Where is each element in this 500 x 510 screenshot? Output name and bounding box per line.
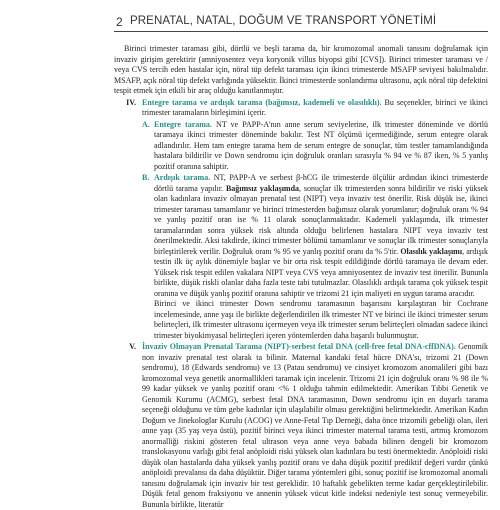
section-iv bbox=[114, 98, 488, 119]
running-header bbox=[104, 0, 500, 40]
header-rule bbox=[114, 31, 488, 32]
section-iv-title: Entegre tarama ve ardışık tarama (bağımsız, kademeli ve olasılıklı). bbox=[142, 97, 382, 107]
section-v bbox=[114, 342, 488, 510]
subsection-label: A. bbox=[142, 119, 150, 129]
subsection-a-text bbox=[154, 120, 488, 173]
subsection-b-text bbox=[154, 173, 488, 299]
subsection-b-body: , sonuçlar ilk trimesterden sonra bildirilir ve riski yüksek olan kadınlara invaziv olmayan prenatal test (NIPT) veya invaziv test önerilir. Risk düşük ise, ikinci trimester taraması tamamlanır ve birinci trimesterden bağımsız olarak yorumlanır; doğruluk oranı % 94 ve yanlış pozitif oran ise % 11 olarak sonuçlanmaktadır. Kademeli yaklaşımda, ilk trimester taramalarından sonra yüksek risk altında olduğu belirlenen hastalara NIPT veya invaziv test önerilmektedir. Aksi takdirde, ikinci trimester bölümü tamamlanır ve sonuçlar ilk trimester sonuçlarıyla birleştirilerek verilir. Doğruluk oranı % 95 ve yanlış pozitif oranı da % 5'tir. bbox=[154, 183, 488, 256]
section-number: IV. bbox=[126, 97, 136, 107]
section-v-body: Genomik non invaziv prenatal test olarak ta bilinir. Maternal kandaki fetal hücre DNA'sı, trizomi 21 (Down sendromu), 18 (Edwards sendromu) ve 13 (Patau sendromu) ve cinsiyet kromozom anomalileri gibi bazı kromozomal veya genetik anormallikleri taramak için incelenir. Trizomi 21 için doğruluk oranı % 98 ile % 99 kadar yüksek ve yanlış pozitif oranı <% 1 olduğu tahmin edilmektedir. Amerikan Tıbbi Genetik ve Genomik Kurumu (ACMG), serbest fetal DNA taramasının, Down sendromu için en duyarlı tarama seçeneği olduğunu ve tüm gebe kadınlar için ulaşılabilir olması gerektiğini belirtmektedir. Amerikan Kadın Doğum ve Jinekologlar Kurulu (ACOG) ve Anne-Fetal Tıp Derneği, daha önce trizomili gebeliği olan, ileri anne yaşı (35 yaş veya üstü), pozitif birinci veya ikinci trimester maternal tarama testi, artmış kromozom anormalliği riskini gösteren fetal ultrason veya anne veya babada bilinen dengeli bir kromozom translokasyonu varlığı gibi fetal anöploidi riski yüksek olan kadınlara bu testi önermektedir. Anöploidi riski düşük olan hastalarda daha yüksek yanlış pozitif oranı ve daha düşük pozitif prediktif değeri vardır çünkü anöploidi prevalansı da daha düşüktür. Diğer tarama yöntemleri gibi, sonuç pozitif ise kromozomal anomali tanısını doğrulamak için invaziv bir test gereklidir. 10 haftalık gebelikten terme kadar gerçekleştirilebilir. Düşük fetal genom fraksiyonu ve annenin yüksek vücut kitle indeksi nedeniyle test sonuç vermeyebilir. Bununla birlikte, literatür bbox=[142, 342, 488, 509]
subsection-b-bold-term: Bağımsız yaklaşımda bbox=[225, 183, 300, 193]
section-iv-text bbox=[142, 98, 488, 119]
section-number: V. bbox=[129, 342, 136, 351]
running-title: PRENATAL, NATAL, DOĞUM VE TRANSPORT YÖNETİMİ bbox=[130, 15, 437, 27]
subsection-b-title: Ardışık tarama. bbox=[154, 173, 211, 182]
subsection-a bbox=[114, 120, 488, 173]
page-number: 2 bbox=[116, 15, 123, 29]
subsection-b-bold-term: Olasılık yaklaşımı bbox=[400, 246, 463, 256]
subsection-label: B. bbox=[142, 173, 150, 182]
section-iv-body: Bu seçenekler, birinci ve ikinci trimester taramaların birleşimini içerir. bbox=[142, 97, 488, 117]
paragraph-trimester-screening: Birinci trimester taraması gibi, dörtlü ve beşli tarama da, bir kromozomal anomali tanısını doğrulamak için invaziv girişim gerektirir (amniyosentez veya koryonik villus biyopsi gibi [CVS]). Birinci trimester taraması ve / veya CVS tercih eden hastalar için, nöral tüp defekt taraması için ikinci trimesterde MSAFP seviyesi bakılmalıdır. MSAFP, açık nöral tüp defekt varlığında yüksektir. İkinci trimesterde sonlandırma ultrasonu, açık nöral tüp defektini tespit etmek için etkili bir araç olduğu kanıtlanmıştır. bbox=[114, 44, 488, 95]
subsection-b bbox=[114, 173, 488, 299]
subsection-a-title: Entegre tarama. bbox=[154, 119, 212, 129]
section-v-text bbox=[142, 342, 488, 510]
paragraph-cochrane-review: Birinci ve ikinci trimester Down sendromu taramasının başarısını karşılaştıran bir Cochrane incelemesinde, anne yaşı ile birlikte değerlendirilen ilk trimester NT ve birinci ile ikinci trimester serum belirteçleri, ilk trimester ultrasonu içermeyen veya ilk trimester serum belirteçleri olmadan sadece ikinci trimester biyokimyasal belirteçleri içeren yöntemlerden daha başarılı bulunmuştur. bbox=[154, 299, 488, 340]
subsection-a-body: NT ve PAPP-A'nın anne serum seviyelerine, ilk trimester döneminde ve dörtlü taramaya ikinci trimester döneminde bakılır. Test NT ölçümü içermediğinde, serum entegre olarak adlandırılır. Hem tam entegre tarama hem de serum entegre de sonuçlar, tüm testler tamamlandığında hastalara bildirilir ve Down sendromu için doğruluk oranları sırasıyla % 94 ve % 87 iken, % 5 yanlış pozitif oranına sahiptir. bbox=[154, 119, 488, 171]
body-text bbox=[114, 44, 488, 510]
subsection-b-body: , ardışık testin ilk üç aylık dönemiyle başlar ve bir orta risk tespit edildiğinde dörtlü taramaya ile devam eder. Yüksek risk tespit edilen vakalara NIPT veya CVS veya amniyosentez de invaziv test önerilir. Bununla birlikte, düşük riskli olanlar daha fazla teste tabi tutulmazlar. Olasılıklı ardışık tarama çok yüksek tespit oranına ve düşük yanlış pozitif oranına sahiptir ve trizomi 21 için maliyeti en uygun tarama aracıdır. bbox=[154, 246, 488, 298]
section-v-title: İnvaziv Olmayan Prenatal Tarama (NIPT)-serbest fetal DNA (cell-free fetal DNA-cffDNA). bbox=[142, 342, 456, 351]
subsection-b-body: NT, PAPP-A ve serbest β-hCG ile trimesterde ölçülür ardından ikinci trimesterde dörtlü tarama yapılır. bbox=[154, 173, 488, 193]
